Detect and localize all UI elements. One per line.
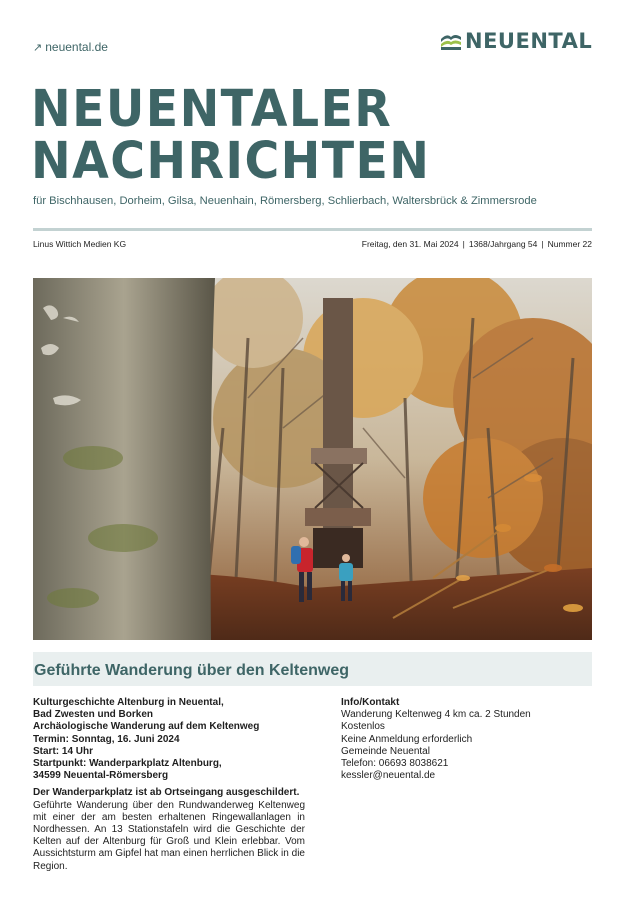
logo-text: NEUENTAL bbox=[465, 29, 593, 53]
issue-edition: 1368/Jahrgang 54 bbox=[468, 239, 538, 249]
website-link[interactable] bbox=[33, 40, 108, 54]
contact-info-column bbox=[341, 697, 581, 782]
publisher: Linus Wittich Medien KG bbox=[33, 239, 127, 249]
article-body-text: Geführte Wanderung über den Rundwanderweg Keltenweg mit einer der am besten erhaltenen Ringewallanlagen in Nordhessen. An 13 Stationstafeln wird die Geschichte der Kelten auf der Altenburg für Groß und Klein erlebbar. Vom Aussichtsturm am Gipfel hat man einen herrlichen Blick in die Region. bbox=[33, 799, 305, 872]
newspaper-subtitle: für Bischhausen, Dorheim, Gilsa, Neuenhain, Römersberg, Schlierbach, Waltersbrück & Zimmersrode bbox=[33, 195, 537, 207]
event-detail: Archäologische Wanderung auf dem Keltenweg bbox=[33, 721, 260, 733]
contact-phone[interactable]: Telefon: 06693 8038621 bbox=[341, 758, 449, 770]
title-line-1: NEUENTALER bbox=[31, 80, 393, 139]
autumn-forest-photo bbox=[33, 278, 592, 640]
event-detail: Bad Zwesten und Borken bbox=[33, 709, 154, 721]
event-detail: 34599 Neuental-Römersberg bbox=[33, 770, 169, 782]
event-detail: Start: 14 Uhr bbox=[33, 745, 94, 757]
neuental-logo bbox=[441, 29, 592, 53]
contact-line: Wanderung Keltenweg 4 km ca. 2 Stunden bbox=[341, 709, 531, 721]
issue-number: Nummer 22 bbox=[547, 239, 592, 249]
parking-note: Der Wanderparkplatz ist ab Ortseingang ausgeschildert. bbox=[33, 787, 300, 799]
contact-heading: Info/Kontakt bbox=[341, 697, 400, 708]
event-detail: Termin: Sonntag, 16. Juni 2024 bbox=[33, 733, 180, 745]
issue-info: Freitag, den 31. Mai 2024 | 1368/Jahrgang 54 | Nummer 22 bbox=[361, 239, 592, 249]
article-left-column bbox=[33, 697, 305, 873]
website-link-text: neuental.de bbox=[45, 40, 108, 54]
contact-line: Gemeinde Neuental bbox=[341, 745, 430, 757]
contact-line: Keine Anmeldung erforderlich bbox=[341, 733, 473, 745]
contact-email[interactable]: kessler@neuental.de bbox=[341, 770, 436, 782]
newspaper-title bbox=[31, 80, 431, 191]
title-line-2: NACHRICHTEN bbox=[31, 132, 431, 191]
article-headline: Geführte Wanderung über den Keltenweg bbox=[34, 662, 349, 679]
issue-date: Freitag, den 31. Mai 2024 bbox=[361, 239, 459, 249]
article-body bbox=[33, 787, 305, 872]
contact-line: Kostenlos bbox=[341, 721, 385, 733]
external-link-icon: ↗ bbox=[33, 42, 43, 54]
event-detail: Startpunkt: Wanderparkplatz Altenburg, bbox=[33, 758, 222, 770]
header-divider bbox=[33, 228, 592, 231]
hills-logo-icon bbox=[441, 32, 461, 50]
event-detail: Kulturgeschichte Altenburg in Neuental, bbox=[33, 697, 224, 708]
